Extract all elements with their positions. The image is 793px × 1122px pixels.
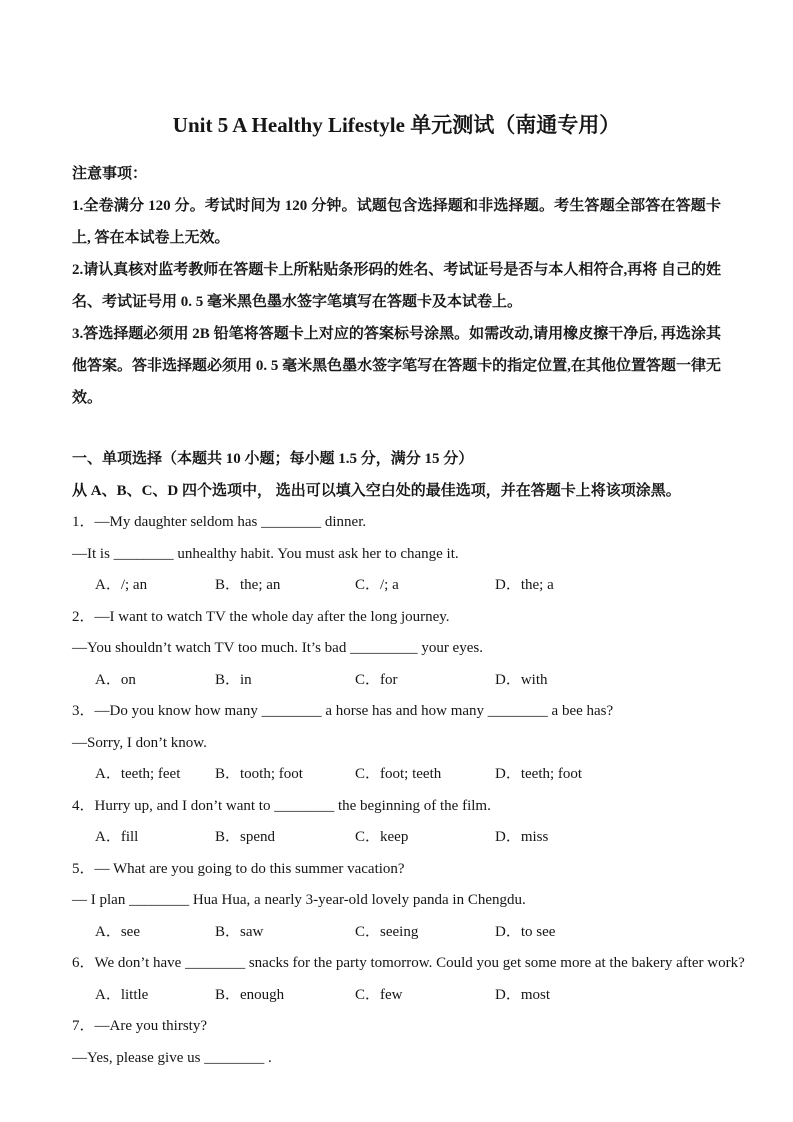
option-b: B．spend (215, 829, 276, 845)
options-row (72, 665, 721, 697)
option-c: C．keep (355, 829, 409, 845)
question-line: —You shouldn’t watch TV too much. It’s bad _________ your eyes. (72, 640, 483, 656)
option-a: A．teeth; feet (95, 766, 181, 782)
question-line: —Sorry, I don’t know. (72, 734, 207, 751)
question-line: 1．—My daughter seldom has ________ dinner. (72, 514, 367, 530)
note-paragraph-2: 2.请认真核对监考教师在答题卡上所粘贴条形码的姓名、考试证号是否与本人相符合,再将 自己的姓名、考试证号用 0. 5 毫米黑色墨水签字笔填写在答题卡及本试卷上。 (72, 262, 721, 310)
question-1 (72, 507, 721, 602)
option-d: D．the; a (495, 577, 554, 593)
options-row (72, 759, 721, 791)
option-d: D．teeth; foot (495, 766, 583, 782)
options-row (72, 917, 721, 949)
option-b: B．the; an (215, 577, 281, 593)
option-d: D．with (495, 671, 548, 688)
options-row (72, 570, 721, 602)
exam-notes (72, 158, 721, 414)
options-row (72, 980, 721, 1012)
question-4 (72, 791, 721, 854)
question-line: —Yes, please give us ________ . (72, 1049, 272, 1066)
question-line: 5．— What are you going to do this summer vacation? (72, 860, 405, 877)
option-d: D．miss (495, 829, 549, 845)
question-line: 4．Hurry up, and I don’t want to ________ the beginning of the film. (72, 797, 491, 814)
options-row (72, 822, 721, 854)
option-c: C．/; a (355, 577, 399, 593)
section-heading: 一、单项选择（本题共 10 小题；每小题 1.5 分，满分 15 分） (72, 451, 474, 467)
option-a: A．fill (95, 829, 139, 845)
question-line: —It is ________ unhealthy habit. You must ask her to change it. (72, 545, 459, 562)
option-b: B．in (215, 671, 252, 688)
question-2 (72, 602, 721, 697)
option-a: A．little (95, 986, 149, 1003)
option-c: C．few (355, 986, 403, 1003)
option-b: B．enough (215, 986, 285, 1003)
note-paragraph-3: 3.答选择题必须用 2B 铅笔将答题卡上对应的答案标号涂黑。如需改动,请用橡皮擦干净后, 再选涂其他答案。答非选择题必须用 0. 5 毫米黑色墨水签字笔写在答题卡的指定位置,在其他位置答题一律无效。 (72, 326, 721, 406)
option-d: D．most (495, 986, 551, 1003)
note-paragraph-1: 1.全卷满分 120 分。考试时间为 120 分钟。试题包含选择题和非选择题。考生答题全部答在答题卡上, 答在本试卷上无效。 (72, 198, 721, 246)
section-instruction: 从 A、B、C、D 四个选项中， 选出可以填入空白处的最佳选项，并在答题卡上将该项涂黑。 (72, 482, 681, 499)
question-3 (72, 696, 721, 791)
option-a: A．on (95, 671, 136, 688)
question-line: 7．—Are you thirsty? (72, 1018, 207, 1034)
question-line: — I plan ________ Hua Hua, a nearly 3-year-old lovely panda in Chengdu. (72, 892, 526, 908)
multiple-choice-section (72, 444, 745, 1074)
option-a: A．/; an (95, 577, 148, 593)
option-b: B．tooth; foot (215, 766, 303, 782)
option-c: C．for (355, 671, 398, 688)
question-5 (72, 854, 721, 949)
option-c: C．foot; teeth (355, 766, 442, 782)
question-6 (72, 948, 745, 1011)
option-c: C．seeing (355, 923, 419, 940)
question-7 (72, 1011, 721, 1074)
question-line: 3．—Do you know how many ________ a horse has and how many ________ a bee has? (72, 703, 614, 719)
page-title: Unit 5 A Healthy Lifestyle 单元测试（南通专用） (172, 113, 621, 137)
notes-heading: 注意事项： (72, 166, 148, 182)
option-d: D．to see (495, 923, 556, 940)
option-a: A．see (95, 923, 140, 940)
option-b: B．saw (215, 923, 264, 940)
question-line: 2．—I want to watch TV the whole day after the long journey. (72, 608, 450, 625)
question-line: 6．We don’t have ________ snacks for the party tomorrow. Could you get some more at the bakery after work? (72, 955, 745, 971)
